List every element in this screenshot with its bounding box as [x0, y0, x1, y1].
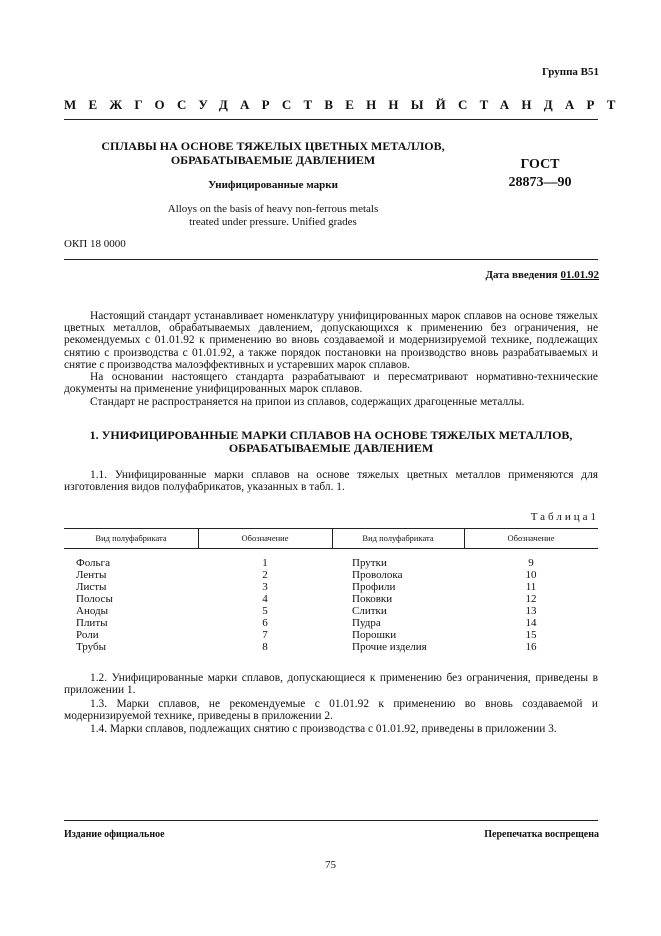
table-cell: Листы: [76, 581, 107, 593]
table-cell: 3: [262, 581, 268, 593]
section-1-heading: [64, 429, 598, 455]
table-cell: Плиты: [76, 617, 108, 629]
intro-paragraph-2: На основании настоящего стандарта разрабатывают и пересматривают нормативно-технические документы на применение унифицированных марок сплавов.: [64, 371, 598, 396]
paragraph-1-3: 1.3. Марки сплавов, не рекомендуемые с 01.01.92 к применению во вновь создаваемой и модернизируемой технике, приведены в приложении 2.: [64, 698, 598, 723]
table-cell: 1: [262, 557, 268, 569]
table-cell: 5: [262, 605, 268, 617]
table-column-type-right: [352, 557, 464, 653]
table-header-code-right: Обозначение: [507, 533, 555, 543]
english-title-line-1: Alloys on the basis of heavy non-ferrous metals: [167, 203, 379, 215]
gost-code: 28873—90: [508, 175, 572, 190]
table-cell: 13: [525, 605, 537, 617]
table-cell: 9: [528, 557, 534, 569]
section-heading-line-1: 1. УНИФИЦИРОВАННЫЕ МАРКИ СПЛАВОВ НА ОСНОВЕ ТЯЖЕЛЫХ МЕТАЛЛОВ,: [89, 428, 573, 442]
table-cell: 11: [525, 581, 537, 593]
table-column-code-left: [198, 557, 332, 653]
standard-word: СТАНДАРТ: [458, 97, 628, 112]
gost-number: [482, 156, 598, 192]
title-line-2: ОБРАБАТЫВАЕМЫЕ ДАВЛЕНИЕМ: [170, 153, 376, 167]
paragraph-1-4: 1.4. Марки сплавов, подлежащих снятию с производства с 01.01.92, приведены в приложении 3.: [90, 723, 557, 735]
table-cell: Пудра: [352, 617, 381, 629]
table-header-code-left: Обозначение: [241, 533, 289, 543]
table-cell: 2: [262, 569, 268, 581]
intro-paragraph-1: Настоящий стандарт устанавливает номенклатуру унифицированных марок сплавов на основе тяжелых цветных металлов, обрабатываемых давлением, допускающихся к применению без ограничения, не рекомендуемых с 01.01.92 к применению во вновь создаваемой и модернизируемой технике, подлежащих снятию с производства с 01.01.92, а также порядок постановки на производство вновь разрабатываемых и снятие с производства малоэффективных и устаревших марок сплавов.: [64, 310, 598, 371]
page-number: 75: [325, 859, 336, 871]
table-cell: Фольга: [76, 557, 110, 569]
table-cell: Полосы: [76, 593, 113, 605]
okp-code: ОКП 18 0000: [64, 238, 126, 250]
reprint-prohibited-note: Перепечатка воспрещена: [484, 829, 599, 840]
introduction-date: [485, 269, 599, 281]
table-cell: 7: [262, 629, 268, 641]
gost-label: ГОСТ: [520, 157, 560, 172]
table-cell: 15: [525, 629, 537, 641]
title-line-1: СПЛАВЫ НА ОСНОВЕ ТЯЖЕЛЫХ ЦВЕТНЫХ МЕТАЛЛОВ,: [101, 139, 445, 153]
table-cell: Проволока: [352, 569, 403, 581]
interstate-standard-heading: [64, 97, 628, 113]
english-title-line-2: treated under pressure. Unified grades: [189, 216, 357, 228]
interstate-word: МЕЖГОСУДАРСТВЕННЫЙ: [64, 97, 458, 112]
table-header-type-left: Вид полуфабриката: [95, 533, 167, 543]
table-cell: 14: [525, 617, 537, 629]
table-cell: Прочие изделия: [352, 641, 427, 653]
group-code: Группа В51: [541, 66, 599, 78]
table-top-rule: [64, 528, 598, 529]
date-label: Дата введения: [485, 269, 558, 281]
official-edition-note: Издание официальное: [64, 829, 165, 840]
footer-rule: [64, 820, 598, 821]
english-title: [64, 203, 482, 229]
title-rule: [64, 259, 598, 260]
table-caption: Таблица1: [530, 511, 599, 523]
document-subtitle: Унифицированные марки: [208, 179, 338, 191]
table-cell: Аноды: [76, 605, 109, 617]
table-cell: Прутки: [352, 557, 387, 569]
table-cell: 12: [525, 593, 537, 605]
table-cell: Роли: [76, 629, 99, 641]
document-title: [64, 139, 482, 167]
table-cell: Слитки: [352, 605, 387, 617]
section-heading-line-2: ОБРАБАТЫВАЕМЫЕ ДАВЛЕНИЕМ: [228, 441, 434, 455]
table-cell: 6: [262, 617, 268, 629]
date-value: 01.01.92: [560, 269, 599, 281]
table-cell: 10: [525, 569, 537, 581]
table-cell: Ленты: [76, 569, 107, 581]
header-rule: [64, 119, 598, 120]
table-column-code-right: [464, 557, 598, 653]
paragraph-1-1: 1.1. Унифицированные марки сплавов на основе тяжелых цветных металлов применяются для изготовления видов полуфабрикатов, указанных в табл. 1.: [64, 469, 598, 494]
table-column-type-left: [76, 557, 196, 653]
table-header-rule: [64, 548, 598, 549]
table-cell: Профили: [352, 581, 396, 593]
paragraph-1-2: 1.2. Унифицированные марки сплавов, допускающиеся к применению без ограничения, приведены в приложении 1.: [64, 672, 598, 697]
table-cell: Трубы: [76, 641, 106, 653]
table-cell: 8: [262, 641, 268, 653]
table-header-type-right: Вид полуфабриката: [362, 533, 434, 543]
intro-paragraph-3: Стандарт не распространяется на припои из сплавов, содержащих драгоценные металлы.: [90, 396, 525, 408]
table-cell: Поковки: [352, 593, 393, 605]
table-cell: Порошки: [352, 629, 397, 641]
table-cell: 16: [525, 641, 537, 653]
table-cell: 4: [262, 593, 268, 605]
